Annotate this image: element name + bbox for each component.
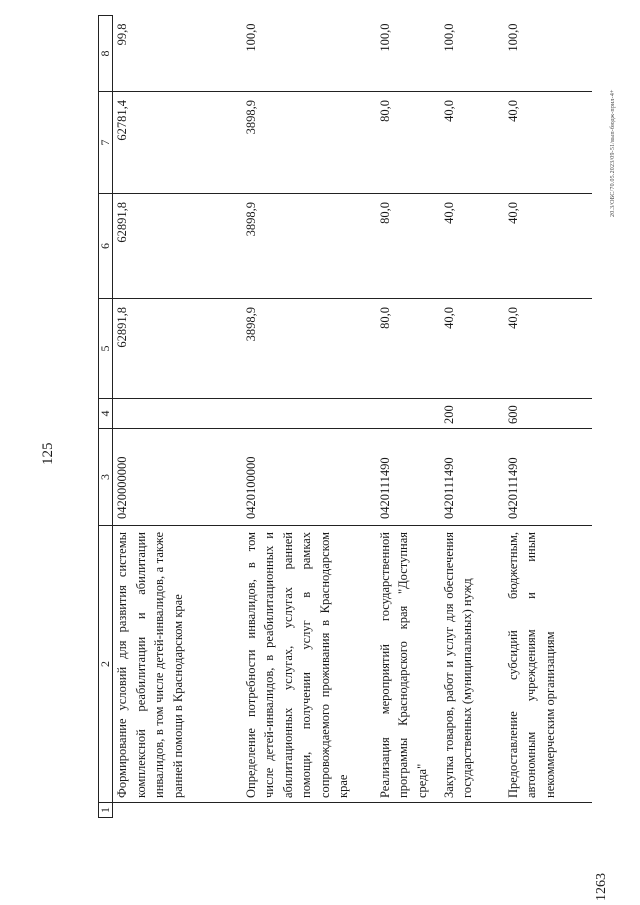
row-cell-col1 <box>113 803 242 818</box>
row-code: 0420100000 <box>242 429 376 526</box>
row-expense-type: 200 <box>440 399 504 429</box>
row-value-col5: 80,0 <box>376 299 440 399</box>
row-value-col6: 80,0 <box>376 194 440 299</box>
row-value-col8: 100,0 <box>504 16 592 92</box>
row-expense-type <box>242 399 376 429</box>
row-value-col6: 40,0 <box>504 194 592 299</box>
row-value-col7: 40,0 <box>504 92 592 194</box>
row-description: Формирование условий для развития системы комплексной реабилитации и абилитации инвалидов, в том числе детей-инвалидов, а также ранней помощи в Краснодарском крае <box>113 526 242 803</box>
header-cell-2: 2 <box>99 526 113 803</box>
row-code: 0420111490 <box>504 429 592 526</box>
row-value-col8: 99,8 <box>113 16 242 92</box>
row-code: 0420111490 <box>440 429 504 526</box>
row-value-col5: 40,0 <box>440 299 504 399</box>
row-code: 0420000000 <box>113 429 242 526</box>
table-header-row <box>99 16 113 818</box>
table-row <box>376 16 440 818</box>
row-value-col5: 3898,9 <box>242 299 376 399</box>
row-expense-type: 600 <box>504 399 592 429</box>
row-code: 0420111490 <box>376 429 440 526</box>
row-cell-col1 <box>376 803 440 818</box>
row-cell-col1 <box>242 803 376 818</box>
footer-code: 20.3/OБС/70.05.2023/09-51/вып-бюдж-прил-4+ <box>610 89 616 217</box>
table-row <box>440 16 504 818</box>
header-cell-7: 7 <box>99 92 113 194</box>
budget-table <box>98 15 592 818</box>
header-cell-4: 4 <box>99 399 113 429</box>
row-value-col7: 3898,9 <box>242 92 376 194</box>
row-description: Реализация мероприятий государственной программы Краснодарского края "Доступная среда" <box>376 526 440 803</box>
header-cell-3: 3 <box>99 429 113 526</box>
table-row <box>504 16 592 818</box>
page-number: 125 <box>40 442 56 465</box>
row-value-col6: 3898,9 <box>242 194 376 299</box>
row-value-col5: 40,0 <box>504 299 592 399</box>
header-cell-5: 5 <box>99 299 113 399</box>
row-cell-col1 <box>440 803 504 818</box>
table-row <box>242 16 376 818</box>
row-value-col8: 100,0 <box>440 16 504 92</box>
header-cell-1: 1 <box>99 803 113 818</box>
table-row <box>113 16 242 818</box>
row-value-col6: 40,0 <box>440 194 504 299</box>
row-value-col6: 62891,8 <box>113 194 242 299</box>
row-value-col7: 62781,4 <box>113 92 242 194</box>
row-value-col8: 100,0 <box>376 16 440 92</box>
row-value-col5: 62891,8 <box>113 299 242 399</box>
row-value-col7: 40,0 <box>440 92 504 194</box>
document-number: 1263 <box>594 873 609 901</box>
row-description: Определение потребности инвалидов, в том числе детей-инвалидов, в реабилитационных и абилитационных услугах, услугах ранней помощи, получении услуг в рамках сопровождаемого проживания в Краснодарском крае <box>242 526 376 803</box>
row-description: Предоставление субсидий бюджетным, автономным учреждениям и иным некоммерческим организациям <box>504 526 592 803</box>
row-cell-col1 <box>504 803 592 818</box>
row-value-col8: 100,0 <box>242 16 376 92</box>
row-expense-type <box>113 399 242 429</box>
header-cell-8: 8 <box>99 16 113 92</box>
row-expense-type <box>376 399 440 429</box>
header-cell-6: 6 <box>99 194 113 299</box>
row-value-col7: 80,0 <box>376 92 440 194</box>
row-description: Закупка товаров, работ и услуг для обеспечения государственных (муниципальных) нужд <box>440 526 504 803</box>
